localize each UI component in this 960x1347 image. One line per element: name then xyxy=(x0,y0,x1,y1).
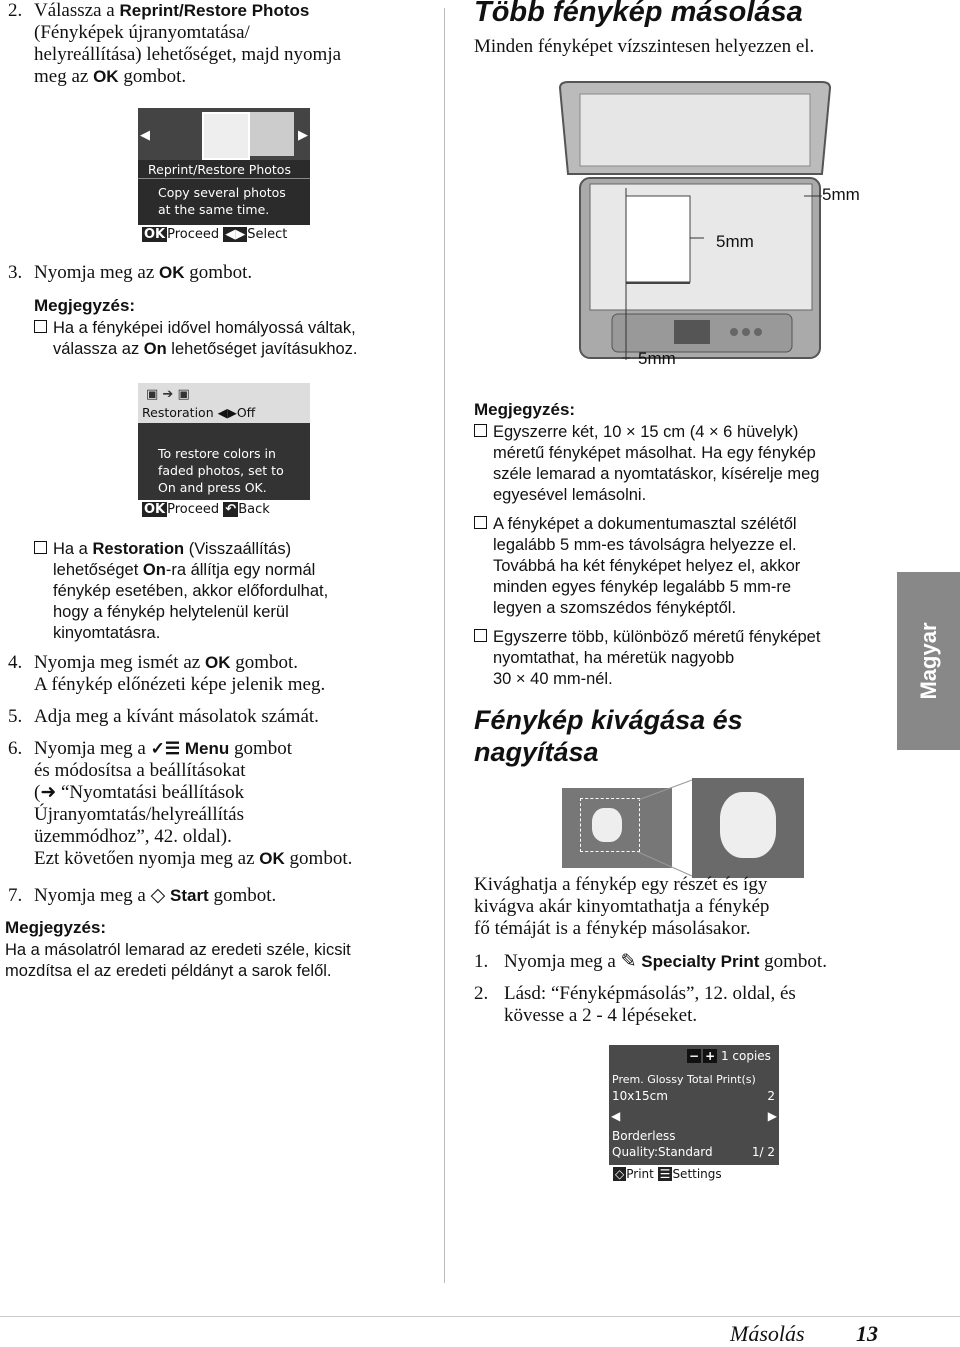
crop-step-2: 2. Lásd: “Fényképmásolás”, 12. oldal, és kövesse a 2 - 4 lépéseket. xyxy=(474,983,796,1026)
section-subtitle: Minden fényképet vízszintesen helyezzen el. xyxy=(474,36,815,57)
note-1: Megjegyzés: Ha a fényképei idővel homályossá váltak, válassza az On lehetőséget javításukhoz. xyxy=(34,296,358,358)
lcd-print-settings: − + 1 copies Prem. Glossy Total Print(s) 10x15cm 2 ◀ ▶ Borderless Quality:Standard 1/ 2 ◇ Print ☰ Settings xyxy=(609,1045,779,1183)
arrow-ref-icon: (➜ xyxy=(34,782,61,803)
arrow-left-icon: ◀ xyxy=(140,128,150,143)
menu-icon: ✓☰ xyxy=(150,739,185,758)
column-divider xyxy=(444,8,445,1283)
checkbox-bullet-icon xyxy=(474,424,487,437)
step-5: 5. Adja meg a kívánt másolatok számát. xyxy=(8,706,319,727)
lcd-bar: OK Proceed ↶ Back xyxy=(138,500,310,520)
language-tab: Magyar xyxy=(897,572,960,750)
checkbox-bullet-icon xyxy=(474,516,487,529)
checkbox-bullet-icon xyxy=(474,629,487,642)
specialty-print-icon: ✎ xyxy=(620,951,642,972)
checkbox-bullet-icon xyxy=(34,541,47,554)
arrow-right-icon: ▶ xyxy=(298,128,308,143)
section-title: Több fénykép másolása xyxy=(474,0,803,28)
note-3: Megjegyzés: Ha a másolatról lemarad az eredeti széle, kicsit mozdítsa el az eredeti példányt a sarok felől. xyxy=(5,918,351,980)
zoom-lines xyxy=(630,778,700,878)
footer-rule xyxy=(0,1316,960,1317)
lcd-bar: ◇ Print ☰ Settings xyxy=(609,1165,779,1183)
lcd-header: ▣ ➔ ▣ Restoration ◀▶Off xyxy=(138,383,310,423)
restore-icon xyxy=(250,112,294,156)
cropped-photo xyxy=(692,778,804,878)
start-icon: ◇ xyxy=(150,885,170,906)
lcd-message: Copy several photos at the same time. xyxy=(158,185,286,217)
arrow-right-icon: ▶ xyxy=(767,1109,777,1123)
dimension-label: 5mm xyxy=(716,232,754,251)
photo-icon xyxy=(202,112,250,160)
lcd-message: To restore colors in faded photos, set to On and press OK. xyxy=(158,446,284,495)
note-right: Megjegyzés: Egyszerre két, 10 × 15 cm (4 × 6 hüvelyk) méretű fényképet másolhat. Ha egy fénykép széle lemarad a nyomtatáskor, kísérelje meg egyesével lemásolni. A fényképet a dokumentumasztal szélétől legalább 5 mm-es távolságra helyezze el. Továbbá ha két fényképet helyez el, akkor minden egyes fénykép legalább 5 mm-re legyen a szomszédos fényképtől. Egyszerre több, különböző méretű fényképet nyomtathat, ha méretük nagyobb 30 × 40 mm-nél. xyxy=(474,400,821,688)
dimension-label: 5mm xyxy=(822,185,860,204)
lcd-title: Reprint/Restore Photos xyxy=(148,162,291,177)
checkbox-bullet-icon xyxy=(34,320,47,333)
step-4: 4. Nyomja meg ismét az OK gombot. A fénykép előnézeti képe jelenik meg. xyxy=(8,652,326,695)
scanner-illustration xyxy=(554,78,904,378)
step-3: 3. Nyomja meg az OK gombot. xyxy=(8,262,253,283)
lcd-reprint-restore xyxy=(138,108,310,245)
step-7: 7. Nyomja meg a ◇ Start gombot. xyxy=(8,885,277,906)
thumbnail-strip xyxy=(138,108,310,160)
step-6: 6. Nyomja meg a ✓☰ Menu gombot és módosítsa a beállításokat (➜ “Nyomtatási beállítások Újranyomtatás/helyreállítás üzemmódhoz”, 42. oldal). Ezt követően nyomja meg az OK gombot. xyxy=(8,738,353,869)
step-2: 2. Válassza a Reprint/Restore Photos (Fényképek újranyomtatása/ helyreállítása) lehetőséget, majd nyomja meg az OK gombot. xyxy=(8,0,342,87)
crop-intro: Kivághatja a fénykép egy részét és így kivágva akár kinyomtathatja a fénykép fő témáját is a fénykép másolásakor. xyxy=(474,874,770,939)
crop-step-1: 1. Nyomja meg a ✎ Specialty Print gombot. xyxy=(474,951,827,972)
footer-section: Másolás xyxy=(730,1321,805,1346)
dimension-label: 5mm xyxy=(638,349,676,368)
page-number: 13 xyxy=(856,1321,878,1346)
lcd-restoration xyxy=(138,383,310,520)
arrow-left-icon: ◀ xyxy=(611,1109,621,1123)
restore-icon: ▣ ➔ ▣ xyxy=(146,387,190,402)
note-2: Ha a Restoration (Visszaállítás) lehetőséget On-ra állítja egy normál fénykép esetében, akkor előfordulhat, hogy a fénykép helytelenül kerül kinyomtatásra. xyxy=(34,539,444,644)
lcd-bar: OK Proceed ◀▶ Select xyxy=(138,225,310,245)
crop-heading: Fénykép kivágása és nagyítása xyxy=(474,705,743,767)
